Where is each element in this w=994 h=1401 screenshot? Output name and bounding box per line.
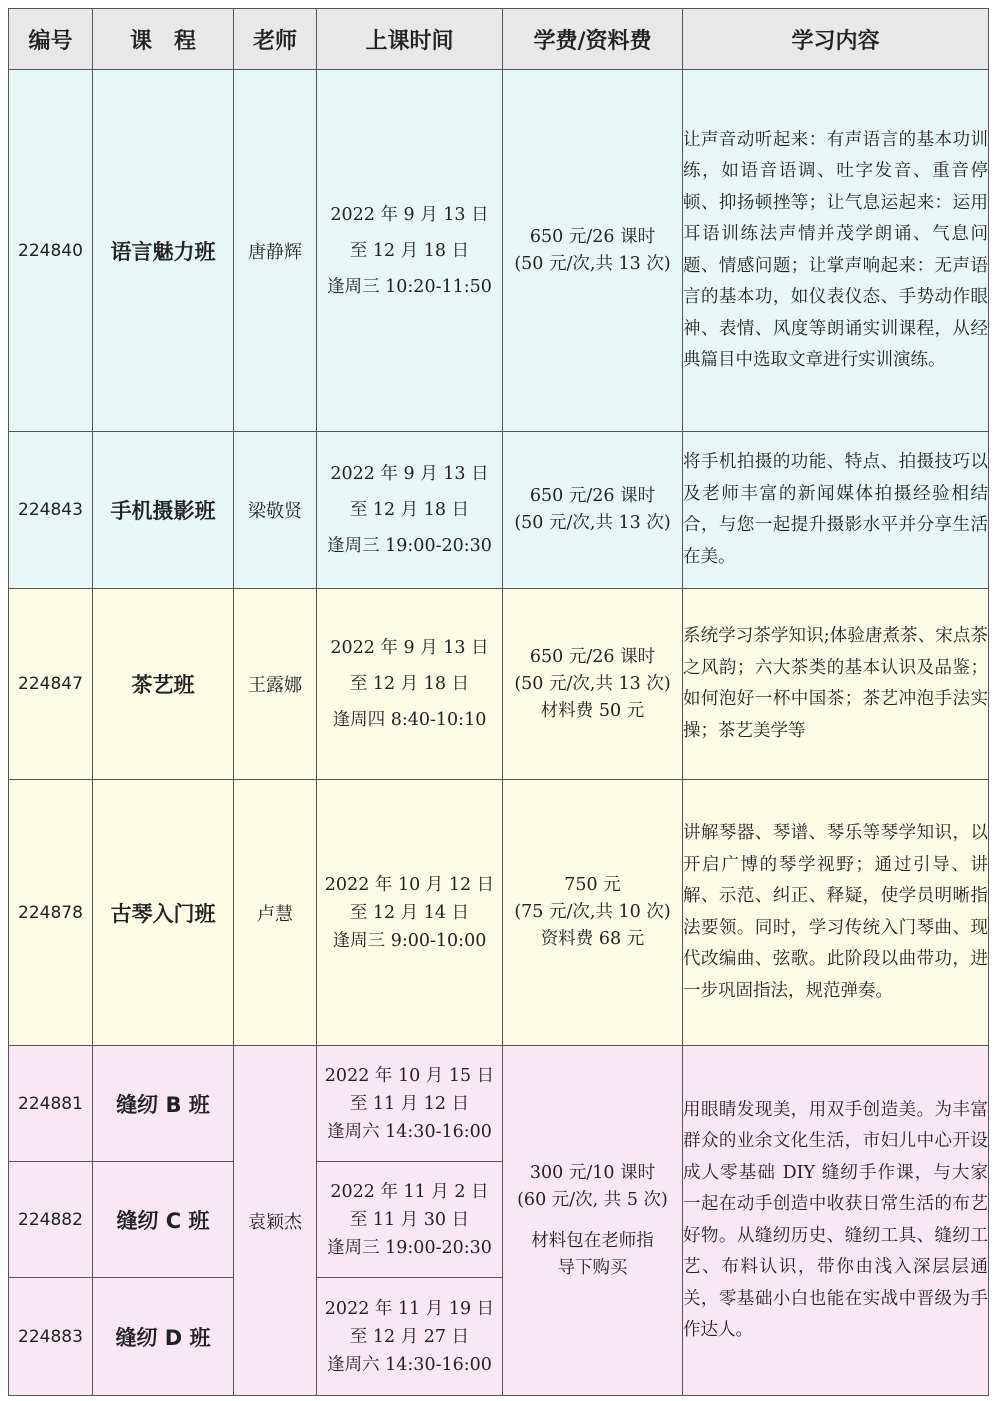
header-fee: 学费/资料费 xyxy=(503,9,683,70)
fee-total: 650 元/26 课时 xyxy=(529,646,656,667)
time-end: 至 12 月 14 日 xyxy=(349,902,470,923)
class-time xyxy=(317,1046,503,1162)
class-time xyxy=(317,70,503,432)
header-course: 课 程 xyxy=(93,9,234,70)
fee-note: 材料包在老师指 xyxy=(531,1230,654,1251)
time-end: 至 12 月 18 日 xyxy=(349,674,470,694)
time-slot: 逢周三 19:00-20:30 xyxy=(327,1237,492,1258)
time-slot: 逢周四 8:40-10:10 xyxy=(332,710,487,730)
header-teacher: 老师 xyxy=(234,9,317,70)
time-end: 至 12 月 27 日 xyxy=(349,1326,470,1347)
table-header xyxy=(9,9,989,70)
table-row xyxy=(9,1046,989,1162)
time-end: 至 11 月 12 日 xyxy=(349,1093,470,1114)
time-start: 2022 年 10 月 12 日 xyxy=(324,874,495,895)
course-id: 224878 xyxy=(9,780,93,1046)
fee-per-session: (75 元/次,共 10 次) xyxy=(514,902,671,922)
time-start: 2022 年 9 月 13 日 xyxy=(330,638,489,658)
time-end: 至 12 月 18 日 xyxy=(349,240,470,261)
course-content: 用眼睛发现美，用双手创造美。为丰富群众的业余文化生活，市妇儿中心开设成人零基础 DIY 缝纫手作课，与大家一起在动手创造中收获日常生活的布艺好物。从缝纫历史、缝纫工具、缝纫工艺、布料认识，带你由浅入深层层通关，零基础小白也能在实战中晋级为手作达人。 xyxy=(683,1046,989,1396)
fee xyxy=(503,780,683,1046)
fee-per-session: (60 元/次, 共 5 次) xyxy=(517,1189,668,1210)
fee-material: 资料费 68 元 xyxy=(540,929,645,949)
course-content: 讲解琴器、琴谱、琴乐等琴学知识，以开启广博的琴学视野；通过引导、讲解、示范、纠正、释疑，使学员明晰指法要领。同时，学习传统入门琴曲、现代改编曲、弦歌。此阶段以曲带功，进一步巩固指法，规范弹奏。 xyxy=(683,780,989,1046)
course-content: 让声音动听起来：有声语言的基本功训练，如语音语调、吐字发音、重音停顿、抑扬顿挫等；让气息运起来：运用耳语训练法声情并茂学朗诵、气息问题、情感问题；让掌声响起来：无声语言的基本功，如仪表仪态、手势动作眼神、表情、风度等朗诵实训课程，从经典篇目中选取文章进行实训演练。 xyxy=(683,70,989,432)
course-id: 224882 xyxy=(9,1162,93,1278)
teacher-name: 王露娜 xyxy=(234,589,317,780)
class-time xyxy=(317,432,503,589)
header-content: 学习内容 xyxy=(683,9,989,70)
class-time xyxy=(317,780,503,1046)
fee xyxy=(503,70,683,432)
fee xyxy=(503,589,683,780)
time-slot: 逢周六 14:30-16:00 xyxy=(327,1121,492,1142)
fee-spacer xyxy=(503,1214,682,1228)
course-id: 224843 xyxy=(9,432,93,589)
course-table xyxy=(8,8,989,1396)
table-row xyxy=(9,780,989,1046)
fee-total: 650 元/26 课时 xyxy=(529,486,656,506)
fee-per-session: (50 元/次,共 13 次) xyxy=(514,673,671,694)
table-row xyxy=(9,589,989,780)
header-id: 编号 xyxy=(9,9,93,70)
fee-note: 导下购买 xyxy=(557,1257,628,1278)
time-start: 2022 年 10 月 15 日 xyxy=(324,1065,495,1086)
time-start: 2022 年 11 月 2 日 xyxy=(330,1181,489,1202)
teacher-name: 梁敬贤 xyxy=(234,432,317,589)
course-content: 将手机拍摄的功能、特点、拍摄技巧以及老师丰富的新闻媒体拍摄经验相结合，与您一起提升摄影水平并分享生活在美。 xyxy=(683,432,989,589)
teacher-name: 唐静辉 xyxy=(234,70,317,432)
course-id: 224840 xyxy=(9,70,93,432)
time-start: 2022 年 9 月 13 日 xyxy=(330,464,489,484)
time-end: 至 11 月 30 日 xyxy=(349,1209,470,1230)
teacher-name: 卢慧 xyxy=(234,780,317,1046)
course-name: 缝纫 B 班 xyxy=(93,1046,234,1162)
fee-total: 300 元/10 课时 xyxy=(529,1162,656,1183)
course-content: 系统学习茶学知识;体验唐煮茶、宋点茶之风韵；六大茶类的基本认识及品鉴；如何泡好一杯中国茶；茶艺冲泡手法实操；茶艺美学等 xyxy=(683,589,989,780)
course-id: 224847 xyxy=(9,589,93,780)
table-row xyxy=(9,70,989,432)
time-slot: 逢周三 9:00-10:00 xyxy=(332,930,487,951)
course-name: 缝纫 C 班 xyxy=(93,1162,234,1278)
fee-per-session: (50 元/次,共 13 次) xyxy=(514,253,671,274)
header-time: 上课时间 xyxy=(317,9,503,70)
course-name: 手机摄影班 xyxy=(93,432,234,589)
course-name: 茶艺班 xyxy=(93,589,234,780)
fee-per-session: (50 元/次,共 13 次) xyxy=(514,513,671,533)
class-time xyxy=(317,1162,503,1278)
time-end: 至 12 月 18 日 xyxy=(349,500,470,520)
fee-total: 650 元/26 课时 xyxy=(529,226,656,247)
class-time xyxy=(317,1278,503,1396)
table-row xyxy=(9,432,989,589)
course-name: 缝纫 D 班 xyxy=(93,1278,234,1396)
time-start: 2022 年 9 月 13 日 xyxy=(330,204,489,225)
fee xyxy=(503,432,683,589)
course-id: 224881 xyxy=(9,1046,93,1162)
time-start: 2022 年 11 月 19 日 xyxy=(324,1298,495,1319)
course-name: 语言魅力班 xyxy=(93,70,234,432)
time-slot: 逢周三 19:00-20:30 xyxy=(327,536,492,556)
teacher-name: 袁颖杰 xyxy=(234,1046,317,1396)
fee-material: 材料费 50 元 xyxy=(540,700,645,721)
fee xyxy=(503,1046,683,1396)
course-name: 古琴入门班 xyxy=(93,780,234,1046)
course-id: 224883 xyxy=(9,1278,93,1396)
time-slot: 逢周三 10:20-11:50 xyxy=(327,276,492,297)
fee-total: 750 元 xyxy=(564,875,621,895)
time-slot: 逢周六 14:30-16:00 xyxy=(327,1354,492,1375)
class-time xyxy=(317,589,503,780)
